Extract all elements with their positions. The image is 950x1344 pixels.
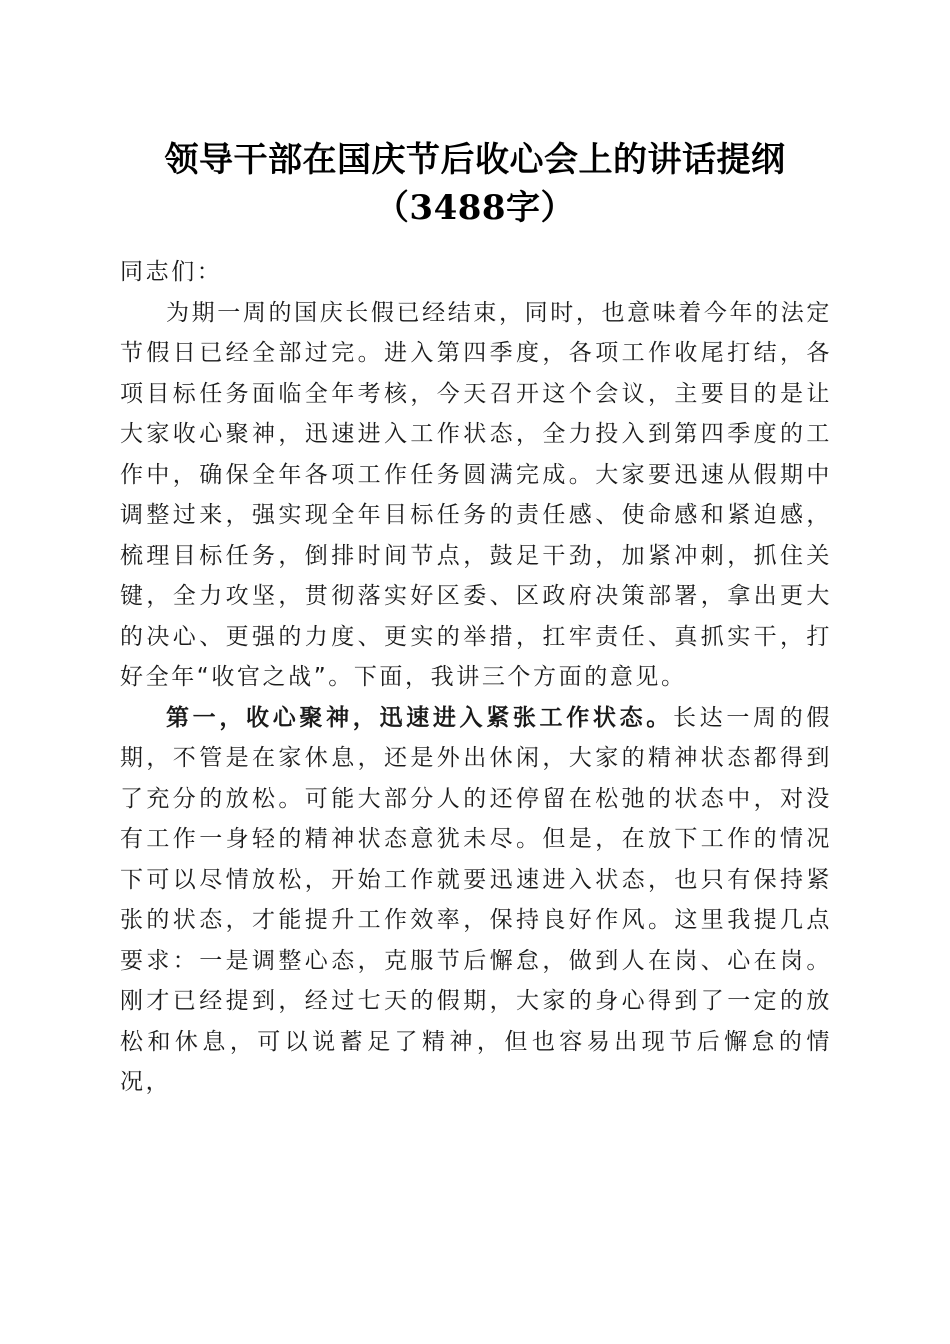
- title-line-1: 领导干部在国庆节后收心会上的讲话提纲: [164, 140, 786, 180]
- salutation: 同志们：: [120, 259, 223, 285]
- paragraph-lead: 第一，收心聚神，迅速进入紧张工作状态。: [166, 704, 673, 731]
- document-title: [0, 136, 950, 232]
- paragraph-text: 为期一周的国庆长假已经结束，同时，也意味着今年的法定节假日已经全部过完。进入第四季度，各项工作收尾打结，各项目标任务面临全年考核，今天召开这个会议，主要目的是让大家收心聚神，迅速进入工作状态，全力投入到第四季度的工作中，确保全年各项工作任务圆满完成。大家要迅速从假期中调整过来，强实现全年目标任务的责任感、使命感和紧迫感，梳理目标任务，倒排时间节点，鼓足干劲，加紧冲刺，抓住关键，全力攻坚，贯彻落实好区委、区政府决策部署，拿出更大的决心、更强的力度、更实的举措，扛牢责任、真抓实干，打好全年“收官之战”。下面，我讲三个方面的意见。: [120, 299, 832, 690]
- paragraph-first-point: [120, 698, 832, 1103]
- paragraph-intro: [120, 293, 832, 698]
- document-body: [120, 252, 832, 1103]
- paragraph-text: 长达一周的假期，不管是在家休息，还是外出休闲，大家的精神状态都得到了充分的放松。可能大部分人的还停留在松弛的状态中，对没有工作一身轻的精神状态意犹未尽。但是，在放下工作的情况下可以尽情放松，开始工作就要迅速进入状态，也只有保持紧张的状态，才能提升工作效率，保持良好作风。这里我提几点要求：一是调整心态，克服节后懈怠，做到人在岗、心在岗。刚才已经提到，经过七天的假期，大家的身心得到了一定的放松和休息，可以说蓄足了精神，但也容易出现节后懈怠的情况，: [120, 704, 832, 1095]
- title-word-count: （3488字）: [374, 188, 576, 228]
